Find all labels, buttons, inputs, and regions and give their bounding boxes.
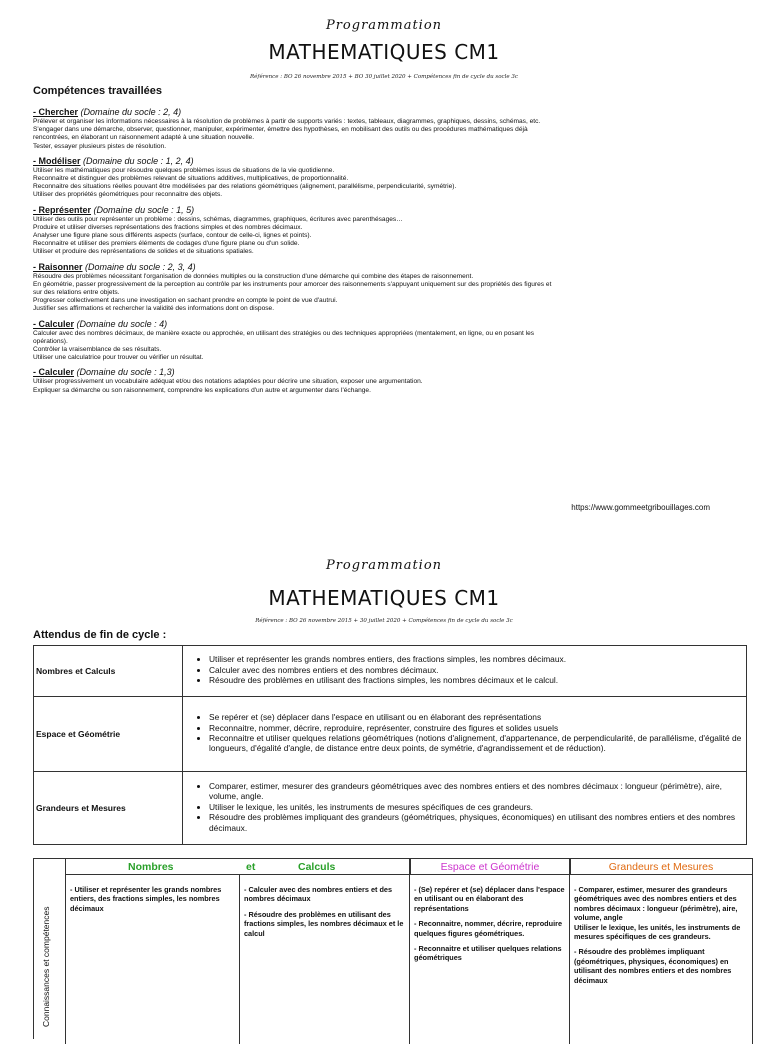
section-line: Progresser collectivement dans une investigation en sachant prendre en compte le point de vue d'autrui. — [33, 297, 338, 305]
reference-line: Référence : BO 26 novembre 2015 + BO 30 juillet 2020 + Compétences fin de cycle du socle 3c — [250, 74, 518, 80]
section-line: Utiliser progressivement un vocabulaire adéquat et/ou des notations adaptées pour décrire une situation, exposer une argumentation. — [33, 378, 423, 386]
list-item: • Comparer, estimer, mesurer des grandeurs géométriques avec des nombres entiers et des nombres décimaux : longueur (périmètre), aire, volume, angle. — [209, 781, 742, 802]
section-heading — [33, 205, 733, 216]
attendus-heading: Attendus de fin de cycle : — [33, 629, 167, 641]
row-content — [183, 697, 747, 772]
table-row — [34, 772, 747, 845]
section-heading — [33, 367, 733, 378]
section-domain: (Domaine du socle : 1,3) — [76, 367, 175, 378]
section-line: Prélever et organiser les informations nécessaires à la résolution de problèmes à partir de supports variés : textes, tableaux, diagrammes, graphiques, dessins, schémas, etc. — [33, 118, 541, 125]
section-name: - Calculer — [33, 318, 75, 329]
row-content — [183, 772, 747, 845]
section-heading — [33, 262, 733, 273]
competence-section — [33, 107, 733, 151]
section-line: Analyser une figure plane sous différents aspects (surface, contour de celle-ci, lignes et points). — [33, 232, 312, 240]
competence-section — [33, 205, 733, 257]
page-2 — [0, 548, 768, 1027]
section-line: Résoudre des problèmes nécessitant l'organisation de données multiples ou la construction d'une démarche qui combine des étapes de raisonnement. — [33, 272, 474, 280]
section-line: Utiliser et produire des représentations de solides et de situations spatiales. — [33, 248, 254, 256]
section-line: opérations). — [33, 337, 68, 345]
section-name: - Représenter — [33, 204, 92, 215]
section-line: Utiliser des outils pour représenter un problème : dessins, schémas, diagrammes, graphiques, écritures avec parenthésages… — [33, 215, 403, 223]
competence-section — [33, 319, 733, 363]
grid-item: - (Se) repérer et (se) déplacer dans l'espace en utilisant ou en élaborant des représentations — [414, 885, 565, 913]
programmation-heading: Programmation — [325, 18, 443, 33]
grid-item: - Calculer avec des nombres entiers et des nombres décimaux — [244, 885, 393, 904]
list-item: • Calculer avec des nombres entiers et des nombres décimaux. — [209, 665, 742, 675]
grid-item: - Comparer, estimer, mesurer des grandeurs géométriques avec des nombres entiers et des nombres décimaux : longueur (périmètre), aire, volume, angle — [574, 885, 738, 923]
competences-list — [33, 107, 733, 400]
section-line: Utiliser les mathématiques pour résoudre quelques problèmes issus de situations de la vie quotidienne. — [33, 166, 335, 174]
section-line: Produire et utiliser diverses représentations des fractions simples et des nombres décimaux. — [33, 223, 303, 231]
header-grandeurs-mesures: Grandeurs et Mesures — [569, 858, 753, 875]
knowledge-grid — [33, 858, 753, 1038]
list-item: • Reconnaitre et utiliser quelques relations géométriques (notions d'alignement, d'appartenance, de perpendicularité, de parallélisme, d'égalité de longueurs, d'égalité d'angle, de distance entre deux points, de symétrie, d'agrandissement et de réduction). — [209, 733, 742, 754]
section-name: - Modéliser — [33, 155, 81, 166]
section-heading — [33, 156, 733, 167]
header-nombres-calculs — [65, 858, 411, 875]
column-nombres — [65, 874, 239, 1044]
section-name: - Calculer — [33, 367, 75, 378]
grid-item: - Utiliser et représenter les grands nombres entiers, des fractions simples, les nombres décimaux — [70, 885, 222, 913]
section-line: Utiliser des propriétés géométriques pour reconnaitre des objets. — [33, 191, 223, 199]
grid-item: - Résoudre des problèmes en utilisant des fractions simples, les nombres décimaux et le calcul — [244, 909, 404, 938]
section-line: Contrôler la vraisemblance de ses résultats. — [33, 346, 162, 354]
section-domain: (Domaine du socle : 4) — [76, 318, 168, 329]
section-line: sur des relations entre objets. — [33, 289, 120, 297]
table-row — [34, 646, 747, 697]
section-line: Tester, essayer plusieurs pistes de résolution. — [33, 142, 167, 150]
header-et: et — [246, 861, 256, 873]
column-grandeurs — [569, 874, 753, 1044]
source-url[interactable]: https://www.gommeetgribouillages.com — [571, 503, 710, 512]
section-line: Utiliser une calculatrice pour trouver ou vérifier un résultat. — [33, 354, 204, 362]
page-title-2: MATHEMATIQUES CM1 — [268, 586, 500, 610]
section-line: Reconnaitre et utiliser des premiers éléments de codages d'une figure plane ou d'un solide. — [33, 240, 300, 248]
side-label: Connaissances et compétences — [41, 906, 51, 1027]
row-label: Nombres et Calculs — [34, 646, 183, 697]
page-title: MATHEMATIQUES CM1 — [268, 40, 500, 64]
side-label-cell — [33, 858, 66, 1039]
table-row — [34, 697, 747, 772]
column-espace — [409, 874, 569, 1044]
section-line: Reconnaitre et distinguer des problèmes relevant de situations additives, multiplicatives, de proportionnalité. — [33, 175, 349, 183]
row-content — [183, 646, 747, 697]
section-heading — [33, 319, 733, 330]
list-item: • Utiliser et représenter les grands nombres entiers, des fractions simples, les nombres décimaux. — [209, 654, 742, 664]
section-line: rencontrées, en élaborant un raisonnement adapté à une situation nouvelle. — [33, 134, 255, 142]
section-line: Reconnaitre des situations réelles pouvant être modélisées par des relations géométriques (alignement, parallélisme, perpendicularité, symétrie). — [33, 183, 457, 191]
attendus-table — [33, 645, 747, 845]
grid-item: - Reconnaitre et utiliser quelques relations géométriques — [414, 944, 562, 963]
row-label: Espace et Géométrie — [34, 697, 183, 772]
section-line: S'engager dans une démarche, observer, questionner, manipuler, expérimenter, émettre des hypothèses, en mobilisant des outils ou des procédures mathématiques déjà — [33, 126, 528, 134]
section-line: En géométrie, passer progressivement de la perception au contrôle par les instruments pour amorcer des raisonnements s'appuyant uniquement sur des propriétés des figures et — [33, 280, 552, 288]
programmation-heading-2: Programmation — [325, 558, 443, 573]
section-heading — [33, 107, 733, 118]
row-label: Grandeurs et Mesures — [34, 772, 183, 845]
section-line: Calculer avec des nombres décimaux, de manière exacte ou approchée, en utilisant des stratégies ou des techniques appropriées (mentalement, en ligne, ou en posant les — [33, 329, 535, 337]
competence-section — [33, 156, 733, 200]
list-item: • Reconnaitre, nommer, décrire, reproduire, représenter, construire des figures et solides usuels — [209, 723, 742, 733]
column-calculs — [239, 874, 409, 1044]
header-espace-geometrie: Espace et Géométrie — [409, 858, 571, 875]
competences-heading: Compétences travaillées — [33, 85, 163, 97]
section-line: Expliquer sa démarche ou son raisonnement, comprendre les explications d'un autre et argumenter dans l'échange. — [33, 386, 371, 394]
section-domain: (Domaine du socle : 1, 5) — [93, 204, 195, 215]
grid-item: - Résoudre des problèmes impliquant (géométriques, physiques, économiques) en utilisant des nombres entiers et des nombres décimaux — [574, 947, 732, 985]
competence-section — [33, 262, 733, 314]
section-name: - Raisonner — [33, 261, 83, 272]
section-domain: (Domaine du socle : 2, 4) — [80, 107, 182, 117]
reference-line-2: Référence : BO 26 novembre 2015 + 30 juillet 2020 + Compétences fin de cycle du socle 3c — [255, 618, 513, 624]
header-calculs: Calculs — [298, 861, 336, 873]
section-name: - Chercher — [33, 107, 79, 117]
grid-item: Utiliser le lexique, les unités, les instruments de mesures spécifiques de ces grandeurs. — [574, 922, 741, 942]
list-item: • Se repérer et (se) déplacer dans l'espace en utilisant ou en élaborant des représentations — [209, 712, 742, 722]
section-domain: (Domaine du socle : 1, 2, 4) — [83, 155, 194, 166]
list-item: • Résoudre des problèmes en utilisant des fractions simples, les nombres décimaux et le calcul. — [209, 675, 742, 685]
section-domain: (Domaine du socle : 2, 3, 4) — [85, 261, 196, 272]
section-line: Justifier ses affirmations et rechercher la validité des informations dont on dispose. — [33, 305, 275, 313]
header-nombres: Nombres — [128, 861, 174, 873]
competence-section — [33, 367, 733, 394]
grid-item: - Reconnaitre, nommer, décrire, reproduire quelques figures géométriques. — [414, 919, 563, 938]
list-item: • Résoudre des problèmes impliquant des grandeurs (géométriques, physiques, économiques) en utilisant des nombres entiers et des nombres décimaux. — [209, 812, 742, 833]
list-item: • Utiliser le lexique, les unités, les instruments de mesures spécifiques de ces grandeurs. — [209, 802, 742, 812]
